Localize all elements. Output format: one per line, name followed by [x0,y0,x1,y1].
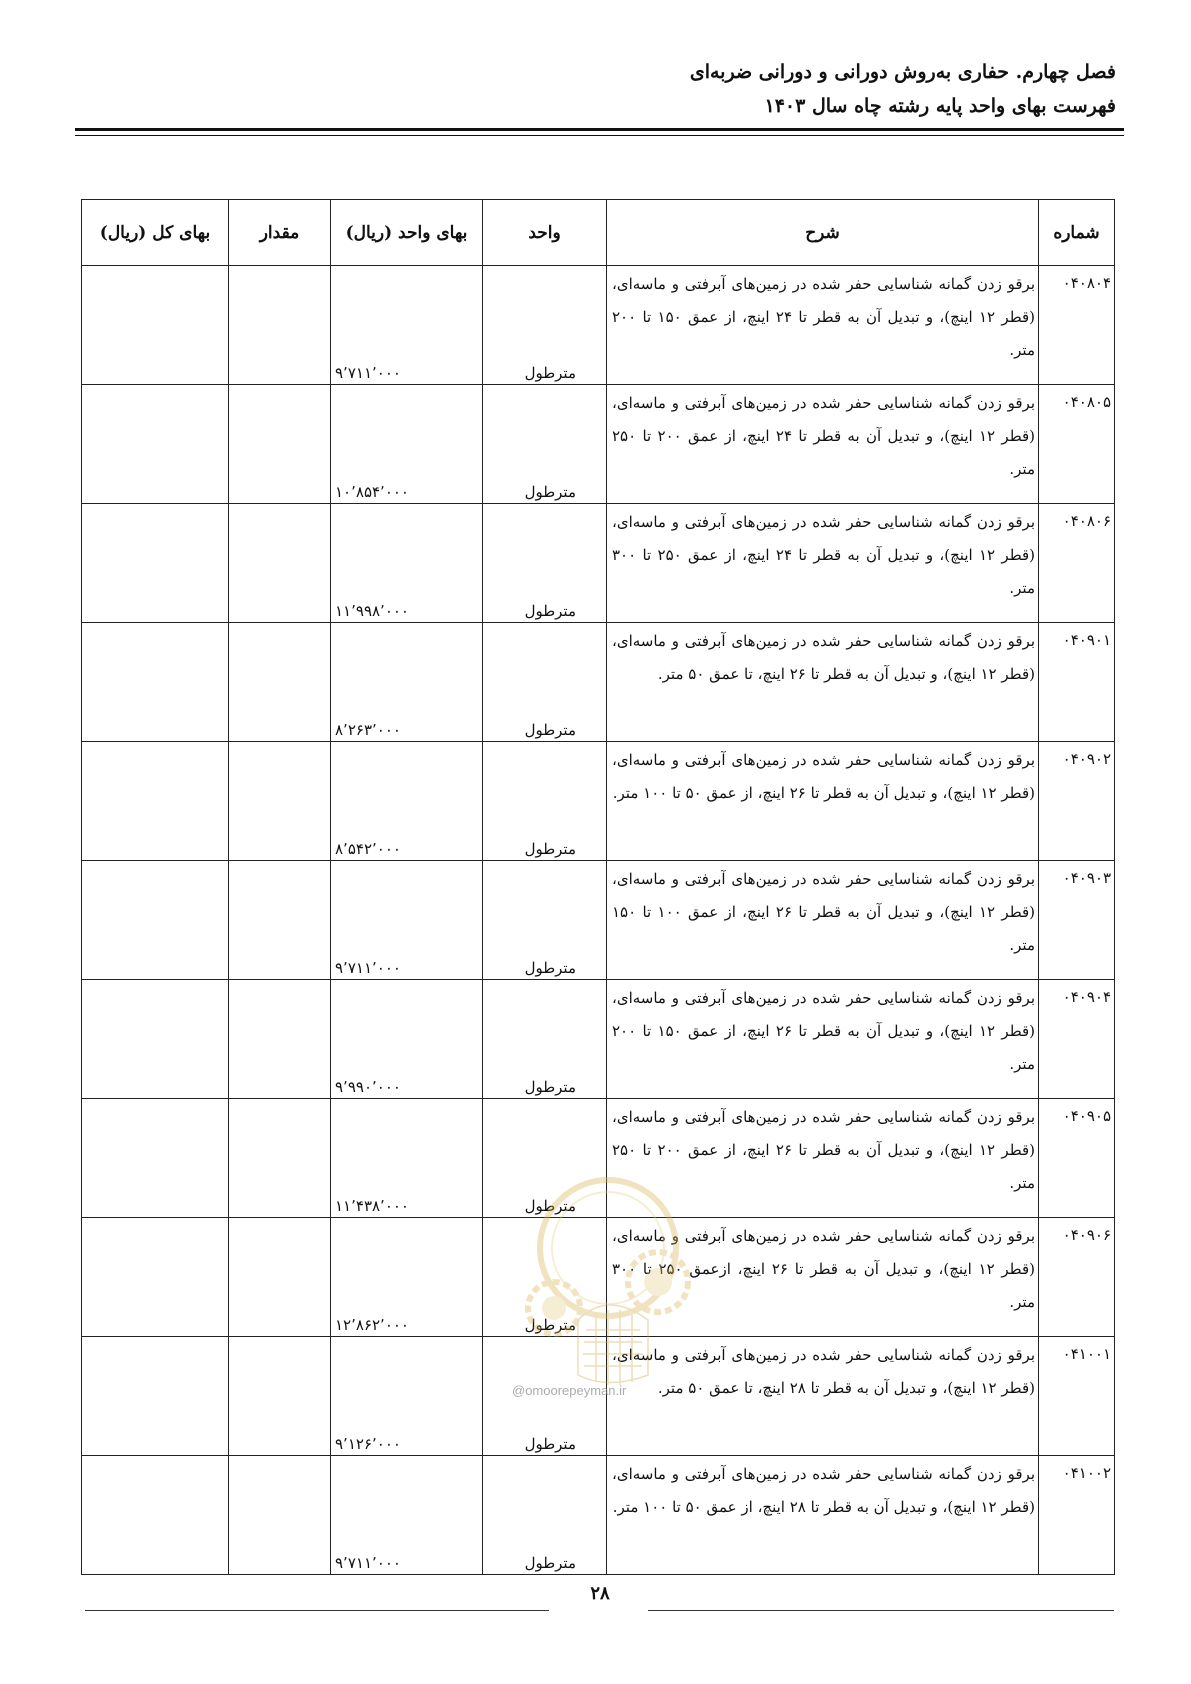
row-unit: مترطول [524,721,576,739]
table-row [82,385,1115,504]
row-unit-price-cell [331,861,483,980]
row-quantity [229,266,331,385]
row-unit-cell [483,1218,607,1337]
table-row [82,1218,1115,1337]
row-number: ۰۴۰۸۰۵ [1039,385,1115,504]
row-unit-price: ۱۲٬۸۶۲٬۰۰۰ [335,1316,409,1334]
row-unit: مترطول [524,1197,576,1215]
row-unit-price: ۱۱٬۴۳۸٬۰۰۰ [335,1197,409,1215]
row-description: برقو زدن گمانه شناسایی حفر شده در زمین‌های آبرفتی و ماسه‌ای، (قطر ۱۲ اینچ)، و تبدیل آن به قطر تا ۲۸ اینچ، تا عمق ۵۰ متر. [607,1337,1039,1456]
row-number: ۰۴۰۹۰۲ [1039,742,1115,861]
row-unit-price: ۸٬۵۴۲٬۰۰۰ [335,840,401,858]
row-unit-price-cell [331,385,483,504]
row-unit: مترطول [524,1435,576,1453]
footer-rule-left [85,1610,549,1611]
book-title: فهرست بهای واحد پایه رشته چاه سال ۱۴۰۳ [764,95,1116,117]
header-rule-thick [75,128,1124,131]
row-unit-price: ۱۱٬۹۹۸٬۰۰۰ [335,602,409,620]
row-unit: مترطول [524,364,576,382]
row-unit-price-cell [331,266,483,385]
row-unit-price-cell [331,1218,483,1337]
row-total-price [82,980,229,1099]
row-total-price [82,742,229,861]
row-unit-cell [483,385,607,504]
column-header-unit: واحد [483,200,607,266]
row-description: برقو زدن گمانه شناسایی حفر شده در زمین‌های آبرفتی و ماسه‌ای، (قطر ۱۲ اینچ)، و تبدیل آن به قطر تا ۲۶ اینچ، از عمق ۵۰ تا ۱۰۰ متر. [607,742,1039,861]
row-total-price [82,1456,229,1575]
row-number: ۰۴۰۸۰۴ [1039,266,1115,385]
row-quantity [229,742,331,861]
row-unit-cell [483,266,607,385]
row-quantity [229,980,331,1099]
row-total-price [82,1099,229,1218]
row-unit-price: ۹٬۹۹۰٬۰۰۰ [335,1078,401,1096]
row-unit: مترطول [524,1078,576,1096]
row-unit: مترطول [524,840,576,858]
row-description: برقو زدن گمانه شناسایی حفر شده در زمین‌های آبرفتی و ماسه‌ای، (قطر ۱۲ اینچ)، و تبدیل آن به قطر تا ۲۶ اینچ، از عمق ۱۵۰ تا ۲۰۰ متر. [607,980,1039,1099]
column-header-number: شماره [1039,200,1115,266]
row-quantity [229,623,331,742]
row-total-price [82,266,229,385]
row-unit-price-cell [331,1337,483,1456]
row-total-price [82,623,229,742]
row-total-price [82,504,229,623]
row-number: ۰۴۰۹۰۳ [1039,861,1115,980]
header-rule-thin [75,135,1124,136]
row-unit: مترطول [524,1316,576,1334]
row-unit: مترطول [524,602,576,620]
row-quantity [229,1099,331,1218]
row-quantity [229,1218,331,1337]
row-total-price [82,1337,229,1456]
table-row [82,980,1115,1099]
row-unit-price: ۱۰٬۸۵۴٬۰۰۰ [335,483,409,501]
row-unit-price-cell [331,1456,483,1575]
row-quantity [229,1456,331,1575]
row-unit-cell [483,1099,607,1218]
column-header-quantity: مقدار [229,200,331,266]
row-unit-cell [483,861,607,980]
watermark-text: @omoorepeyman.ir [512,1383,627,1398]
row-number: ۰۴۰۹۰۱ [1039,623,1115,742]
row-unit: مترطول [524,1554,576,1572]
row-total-price [82,1218,229,1337]
row-unit-price: ۹٬۷۱۱٬۰۰۰ [335,364,401,382]
footer-rule-right [648,1610,1114,1611]
row-number: ۰۴۱۰۰۲ [1039,1456,1115,1575]
row-unit-price-cell [331,980,483,1099]
row-unit-cell [483,504,607,623]
page-header [66,55,1116,123]
row-number: ۰۴۰۹۰۵ [1039,1099,1115,1218]
row-quantity [229,861,331,980]
table-row [82,861,1115,980]
column-header-description: شرح [607,200,1039,266]
row-quantity [229,504,331,623]
row-unit-cell [483,1456,607,1575]
table-row [82,504,1115,623]
row-unit-price-cell [331,1099,483,1218]
row-unit-price: ۹٬۷۱۱٬۰۰۰ [335,959,401,977]
chapter-title: فصل چهارم. حفاری به‌روش دورانی و دورانی ضربه‌ای [689,61,1116,83]
row-description: برقو زدن گمانه شناسایی حفر شده در زمین‌های آبرفتی و ماسه‌ای، (قطر ۱۲ اینچ)، و تبدیل آن به قطر تا ۲۶ اینچ، از عمق ۲۰۰ تا ۲۵۰ متر. [607,1099,1039,1218]
table-row [82,623,1115,742]
price-table-container [81,199,1114,1575]
row-description: برقو زدن گمانه شناسایی حفر شده در زمین‌های آبرفتی و ماسه‌ای، (قطر ۱۲ اینچ)، و تبدیل آن به قطر تا ۲۸ اینچ، از عمق ۵۰ تا ۱۰۰ متر. [607,1456,1039,1575]
row-description: برقو زدن گمانه شناسایی حفر شده در زمین‌های آبرفتی و ماسه‌ای، (قطر ۱۲ اینچ)، و تبدیل آن به قطر تا ۲۶ اینچ، ازعمق ۲۵۰ تا ۳۰۰ متر. [607,1218,1039,1337]
row-unit: مترطول [524,959,576,977]
row-description: برقو زدن گمانه شناسایی حفر شده در زمین‌های آبرفتی و ماسه‌ای، (قطر ۱۲ اینچ)، و تبدیل آن به قطر تا ۲۴ اینچ، از عمق ۱۵۰ تا ۲۰۰ متر. [607,266,1039,385]
column-header-total-price: بهای کل (ریال) [82,200,229,266]
row-number: ۰۴۱۰۰۱ [1039,1337,1115,1456]
row-number: ۰۴۰۹۰۶ [1039,1218,1115,1337]
row-description: برقو زدن گمانه شناسایی حفر شده در زمین‌های آبرفتی و ماسه‌ای، (قطر ۱۲ اینچ)، و تبدیل آن به قطر تا ۲۶ اینچ، تا عمق ۵۰ متر. [607,623,1039,742]
row-total-price [82,385,229,504]
column-header-unit-price: بهای واحد (ریال) [331,200,483,266]
row-number: ۰۴۰۹۰۴ [1039,980,1115,1099]
table-row [82,1456,1115,1575]
row-unit-price-cell [331,504,483,623]
row-unit-price: ۹٬۷۱۱٬۰۰۰ [335,1554,401,1572]
row-unit-price-cell [331,623,483,742]
table-row [82,266,1115,385]
table-header-row [82,200,1115,266]
row-unit-price-cell [331,742,483,861]
row-unit-cell [483,742,607,861]
page-number: ۲۸ [590,1583,610,1604]
row-unit-price: ۹٬۱۲۶٬۰۰۰ [335,1435,401,1453]
row-description: برقو زدن گمانه شناسایی حفر شده در زمین‌های آبرفتی و ماسه‌ای، (قطر ۱۲ اینچ)، و تبدیل آن به قطر تا ۲۴ اینچ، از عمق ۲۵۰ تا ۳۰۰ متر. [607,504,1039,623]
table-row [82,742,1115,861]
row-unit-price: ۸٬۲۶۳٬۰۰۰ [335,721,401,739]
row-quantity [229,385,331,504]
row-number: ۰۴۰۸۰۶ [1039,504,1115,623]
price-table [81,199,1115,1575]
row-unit-cell [483,980,607,1099]
row-total-price [82,861,229,980]
row-description: برقو زدن گمانه شناسایی حفر شده در زمین‌های آبرفتی و ماسه‌ای، (قطر ۱۲ اینچ)، و تبدیل آن به قطر تا ۲۴ اینچ، از عمق ۲۰۰ تا ۲۵۰ متر. [607,385,1039,504]
row-unit: مترطول [524,483,576,501]
table-row [82,1099,1115,1218]
row-unit-cell [483,623,607,742]
row-description: برقو زدن گمانه شناسایی حفر شده در زمین‌های آبرفتی و ماسه‌ای، (قطر ۱۲ اینچ)، و تبدیل آن به قطر تا ۲۶ اینچ، از عمق ۱۰۰ تا ۱۵۰ متر. [607,861,1039,980]
row-quantity [229,1337,331,1456]
